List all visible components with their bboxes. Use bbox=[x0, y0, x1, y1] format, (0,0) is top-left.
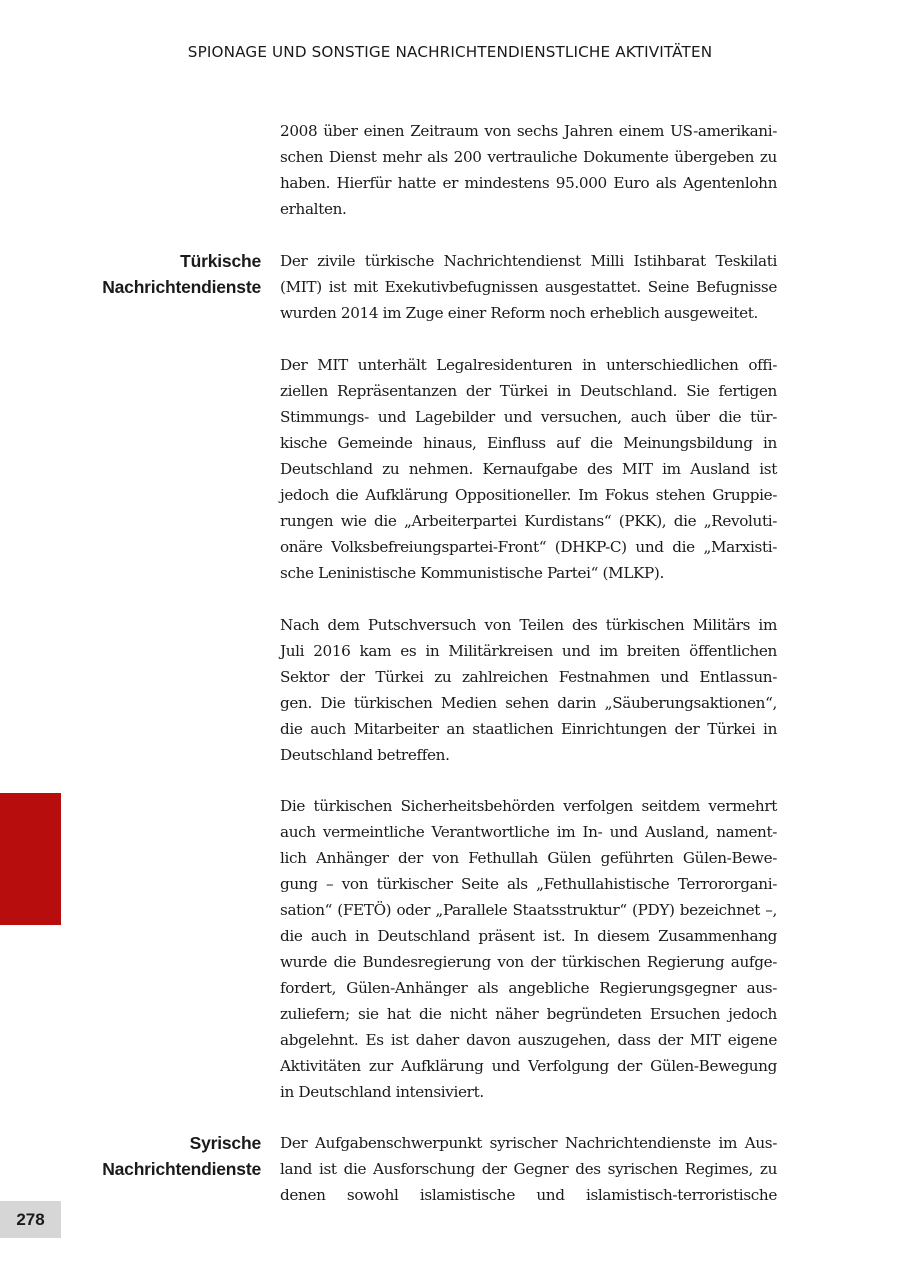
body-column bbox=[280, 352, 777, 586]
text-line: Der Aufgabenschwerpunkt syrischer Nachrichtendienste im Aus- bbox=[280, 1134, 777, 1152]
text-line: Juli 2016 kam es in Militärkreisen und im breiten öffentlichen bbox=[280, 642, 777, 660]
margin-heading bbox=[102, 248, 261, 300]
text-line: kische Gemeinde hinaus, Einfluss auf die Meinungsbildung in bbox=[280, 434, 777, 452]
text-line: sation“ (FETÖ) oder „Parallele Staatsstruktur“ (PDY) bezeichnet –, bbox=[280, 901, 777, 919]
margin-heading-line: Nachrichtendienste bbox=[102, 277, 261, 297]
page-number: 278 bbox=[0, 1201, 61, 1238]
text-line: Sektor der Türkei zu zahlreichen Festnahmen und Entlassun- bbox=[280, 668, 777, 686]
body-column bbox=[280, 248, 777, 326]
text-line: wurde die Bundesregierung von der türkischen Regierung aufge- bbox=[280, 953, 777, 971]
paragraph bbox=[280, 1130, 777, 1208]
text-line: erhalten. bbox=[280, 200, 347, 218]
text-line: ziellen Repräsentanzen der Türkei in Deutschland. Sie fertigen bbox=[280, 382, 777, 400]
text-line: sche Leninistische Kommunistische Partei“ (MLKP). bbox=[280, 564, 664, 582]
text-line: 2008 über einen Zeitraum von sechs Jahren einem US-amerikani- bbox=[280, 122, 777, 140]
margin-heading-line: Nachrichtendienste bbox=[102, 1159, 261, 1179]
text-line: in Deutschland intensiviert. bbox=[280, 1083, 484, 1101]
text-line: lich Anhänger der von Fethullah Gülen geführten Gülen-Bewe- bbox=[280, 849, 777, 867]
text-line: onäre Volksbefreiungspartei-Front“ (DHKP-C) und die „Marxisti- bbox=[280, 538, 777, 556]
text-line: gung – von türkischer Seite als „Fethullahistische Terrororgani- bbox=[280, 875, 777, 893]
paragraph bbox=[280, 248, 777, 326]
text-line: denen sowohl islamistische und islamistisch-terroristische bbox=[280, 1186, 777, 1204]
text-line: die auch Mitarbeiter an staatlichen Einrichtungen der Türkei in bbox=[280, 720, 777, 738]
text-line: zuliefern; sie hat die nicht näher begründeten Ersuchen jedoch bbox=[280, 1005, 777, 1023]
text-line: Deutschland zu nehmen. Kernaufgabe des MIT im Ausland ist bbox=[280, 460, 777, 478]
text-line: rungen wie die „Arbeiterpartei Kurdistans“ (PKK), die „Revoluti- bbox=[280, 512, 777, 530]
paragraph bbox=[280, 612, 777, 768]
text-line: Aktivitäten zur Aufklärung und Verfolgung der Gülen-Bewegung bbox=[280, 1057, 777, 1075]
text-line: abgelehnt. Es ist daher davon auszugehen, dass der MIT eigene bbox=[280, 1031, 777, 1049]
text-line: Stimmungs- und Lagebilder und versuchen, auch über die tür- bbox=[280, 408, 777, 426]
text-line: auch vermeintliche Verantwortliche im In- und Ausland, nament- bbox=[280, 823, 777, 841]
margin-heading bbox=[102, 1130, 261, 1182]
paragraph bbox=[280, 352, 777, 586]
text-line: fordert, Gülen-Anhänger als angebliche Regierungsgegner aus- bbox=[280, 979, 777, 997]
body-column bbox=[280, 793, 777, 1105]
text-line: Der zivile türkische Nachrichtendienst Milli Istihbarat Teskilati bbox=[280, 252, 777, 270]
text-line: wurden 2014 im Zuge einer Reform noch erheblich ausgeweitet. bbox=[280, 304, 758, 322]
running-head: SPIONAGE UND SONSTIGE NACHRICHTENDIENSTLICHE AKTIVITÄTEN bbox=[187, 43, 713, 61]
text-line: (MIT) ist mit Exekutivbefugnissen ausgestattet. Seine Befugnisse bbox=[280, 278, 777, 296]
text-line: Nach dem Putschversuch von Teilen des türkischen Militärs im bbox=[280, 616, 777, 634]
text-line: Die türkischen Sicherheitsbehörden verfolgen seitdem vermehrt bbox=[280, 797, 777, 815]
text-line: Deutschland betreffen. bbox=[280, 746, 450, 764]
text-line: haben. Hierfür hatte er mindestens 95.000 Euro als Agentenlohn bbox=[280, 174, 777, 192]
body-column bbox=[280, 118, 777, 222]
chapter-tab-marker bbox=[0, 793, 61, 925]
body-column bbox=[280, 1130, 777, 1208]
body-column bbox=[280, 612, 777, 768]
paragraph bbox=[280, 118, 777, 222]
text-line: schen Dienst mehr als 200 vertrauliche Dokumente übergeben zu bbox=[280, 148, 777, 166]
text-line: gen. Die türkischen Medien sehen darin „Säuberungsaktionen“, bbox=[280, 694, 777, 712]
text-line: die auch in Deutschland präsent ist. In diesem Zusammenhang bbox=[280, 927, 777, 945]
margin-heading-line: Türkische bbox=[180, 251, 261, 271]
text-line: Der MIT unterhält Legalresidenturen in unterschiedlichen offi- bbox=[280, 356, 777, 374]
text-line: jedoch die Aufklärung Oppositioneller. Im Fokus stehen Gruppie- bbox=[280, 486, 777, 504]
paragraph bbox=[280, 793, 777, 1105]
margin-heading-line: Syrische bbox=[189, 1133, 261, 1153]
text-line: land ist die Ausforschung der Gegner des syrischen Regimes, zu bbox=[280, 1160, 777, 1178]
